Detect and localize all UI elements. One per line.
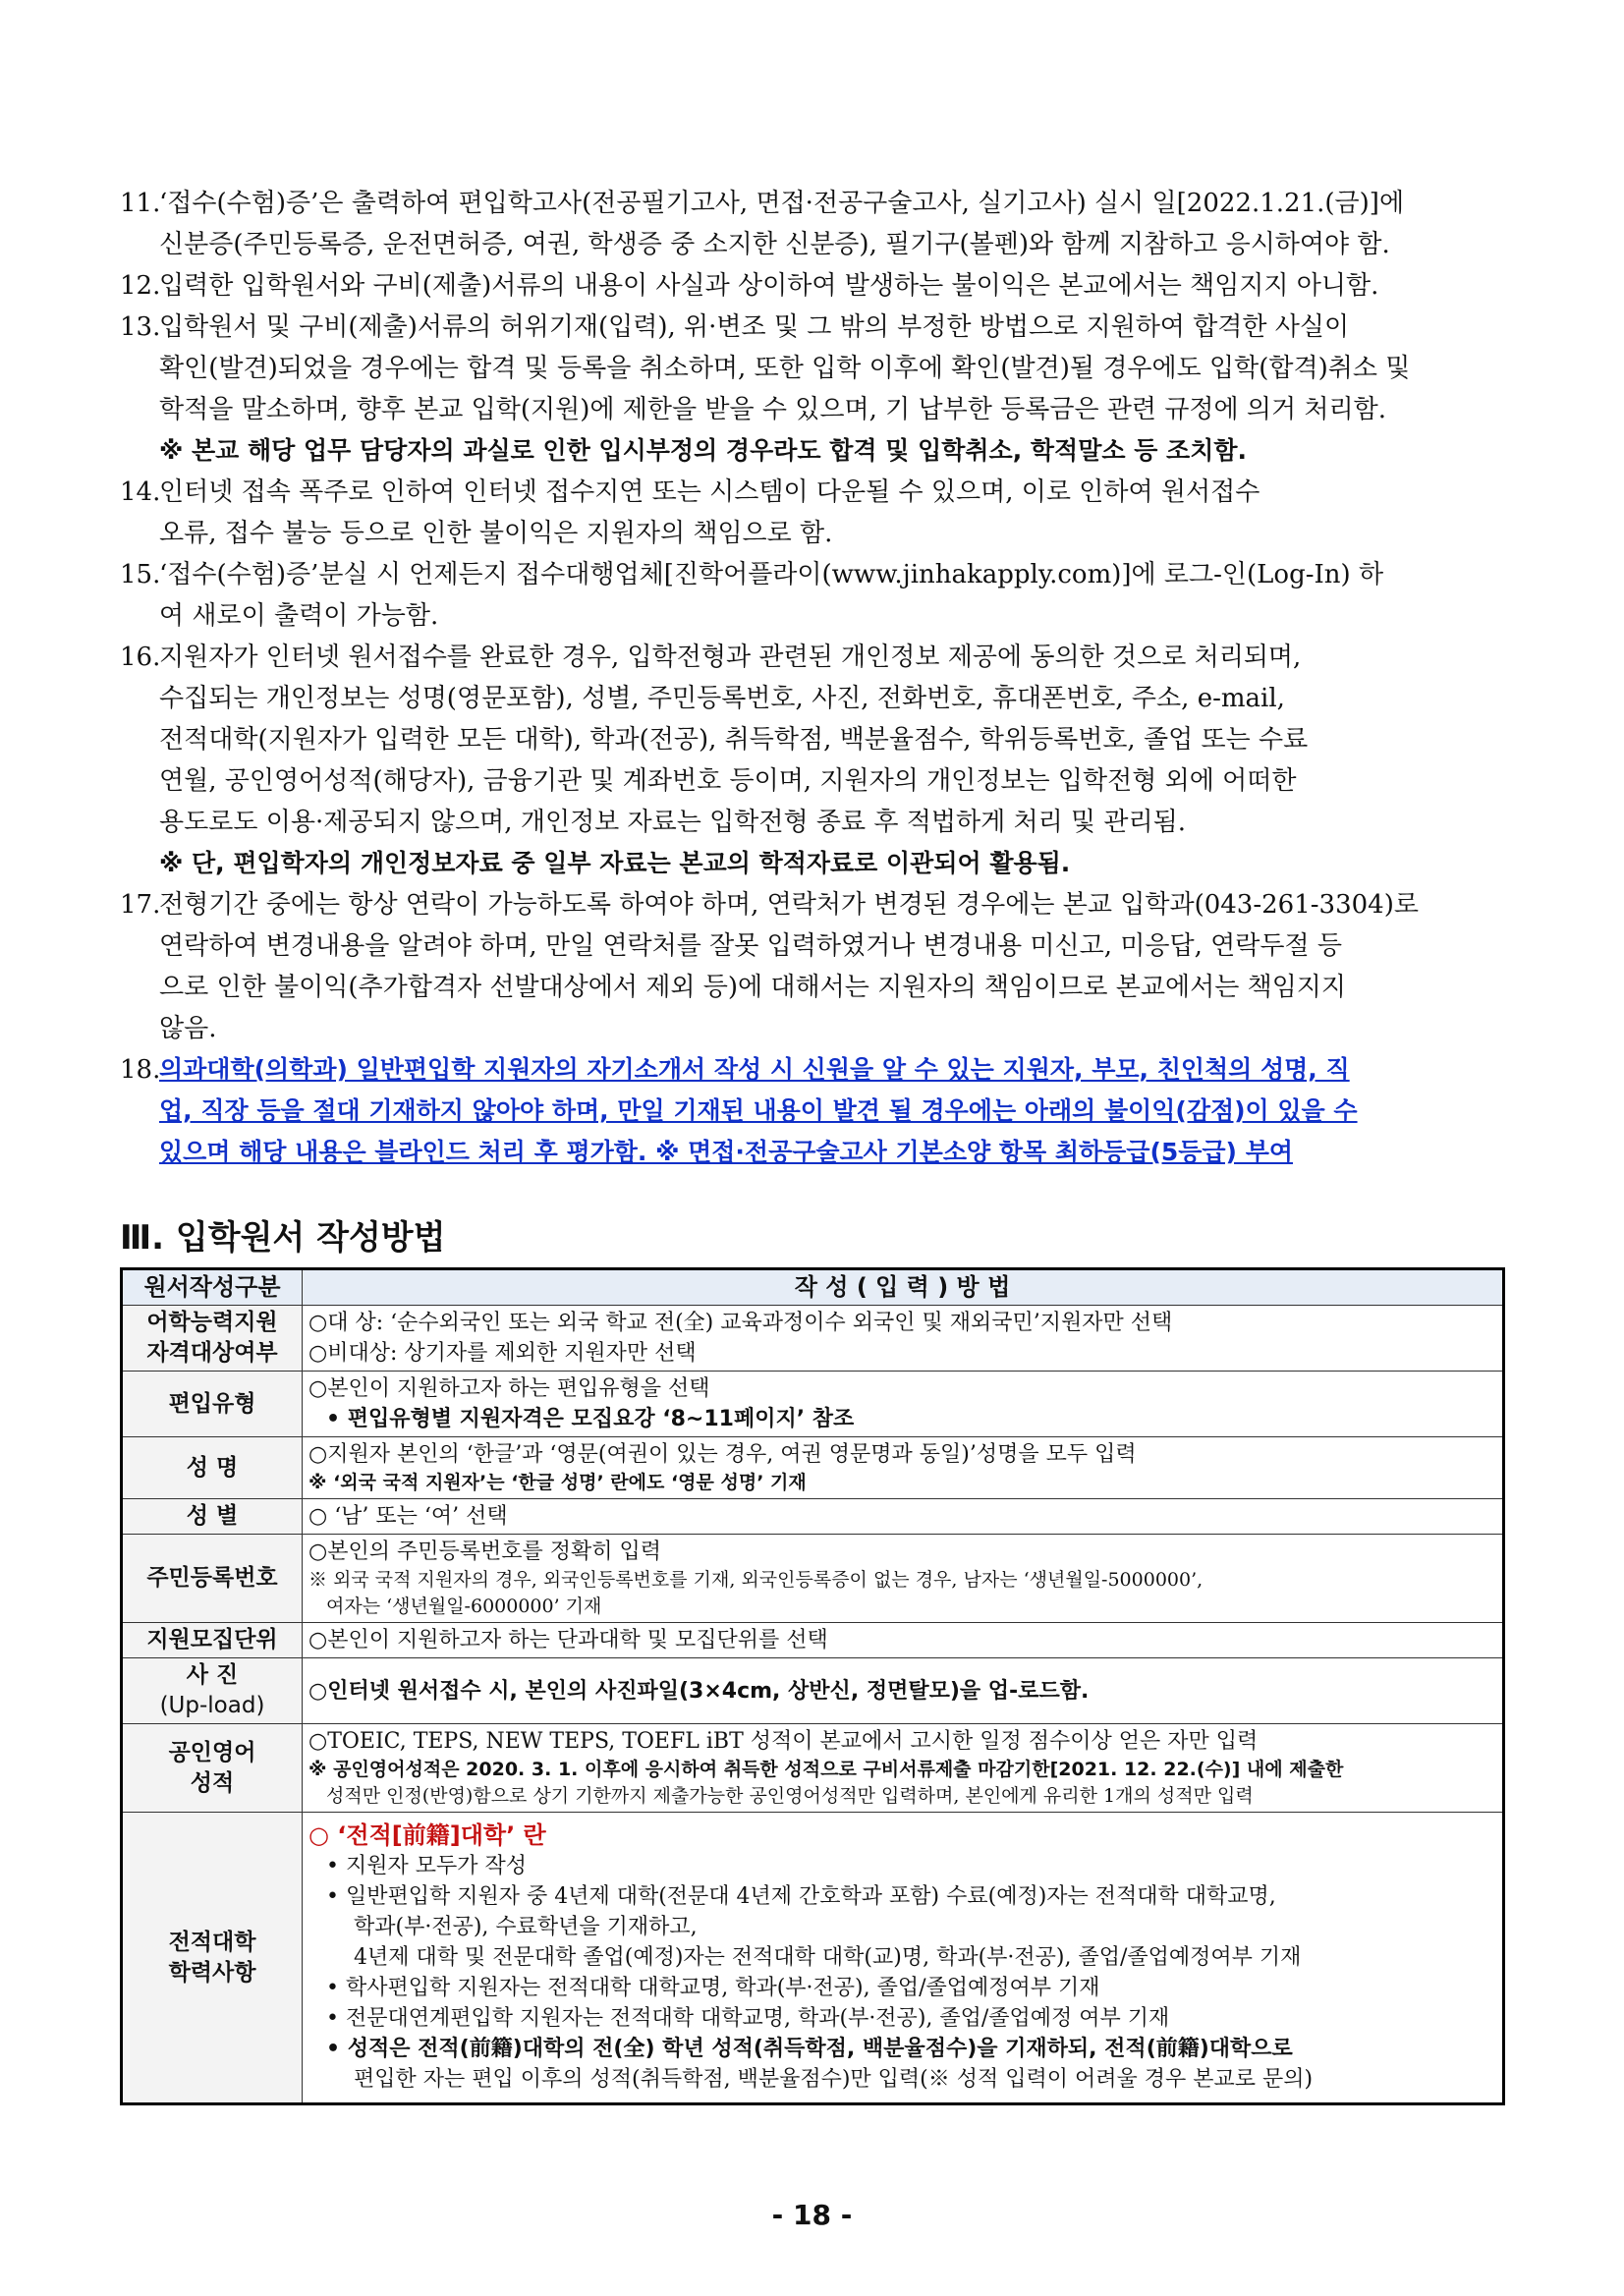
content-line: ○본인이 지원하고자 하는 단과대학 및 모집단위를 선택 <box>308 1628 828 1652</box>
row-content <box>303 1623 1504 1658</box>
row-label-line: 어학능력지원 <box>146 1310 278 1335</box>
row-label-line: (Up-load) <box>159 1693 265 1718</box>
note-line: 입학원서 및 구비(제출)서류의 허위기재(입력), 위·변조 및 그 밖의 부정한 방법으로 지원하여 합격한 사실이 <box>159 312 1350 342</box>
note-item <box>120 307 1515 472</box>
note-number: 15. <box>120 560 161 589</box>
note-line: 연월, 공인영어성적(해당자), 금융기관 및 계좌번호 등이며, 지원자의 개인정보는 입학전형 외에 어떠한 <box>159 766 1297 796</box>
content-line: • 전문대연계편입학 지원자는 전적대학 대학교명, 학과(부·전공), 졸업/졸업예정 여부 기재 <box>326 2006 1170 2031</box>
table-row <box>122 1813 1504 2104</box>
content-line: • 일반편입학 지원자 중 4년제 대학(전문대 4년제 간호학과 포함) 수료(예정)자는 전적대학 대학교명, <box>326 1884 1276 1909</box>
table-row <box>122 1437 1504 1499</box>
note-line: 용도로도 이용·제공되지 않으며, 개인정보 자료는 입학전형 종료 후 적법하게 처리 및 관리됨. <box>159 808 1186 837</box>
row-content <box>303 1372 1504 1437</box>
table-row <box>122 1306 1504 1372</box>
note-remark: ※ 본교 해당 업무 담당자의 과실로 인한 입시부정의 경우라도 합격 및 입학취소, 학적말소 등 조치함. <box>159 436 1248 465</box>
note-line: 업, 직장 등을 절대 기재하지 않아야 하며, 만일 기재된 내용이 발견 될 경우에는 아래의 불이익(감점)이 있을 수 <box>159 1096 1358 1125</box>
content-line: 여자는 ‘생년월일-6000000’ 기재 <box>326 1596 602 1617</box>
note-line: 오류, 접수 불능 등으로 인한 불이익은 지원자의 책임으로 함. <box>159 519 833 548</box>
row-content <box>303 1306 1504 1372</box>
content-line: ○대 상: ‘순수외국인 또는 외국 학교 전(全) 교육과정이수 외국인 및 재외국민’지원자만 선택 <box>308 1311 1173 1335</box>
note-body <box>159 637 1515 884</box>
content-line: ※ 외국 국적 지원자의 경우, 외국인등록번호를 기재, 외국인등록증이 없는 경우, 남자는 ‘생년월일-5000000’, <box>308 1569 1204 1591</box>
notes-list <box>120 183 1515 1173</box>
content-line: ○ ‘남’ 또는 ‘여’ 선택 <box>308 1504 508 1529</box>
note-body <box>159 183 1515 265</box>
row-content <box>303 1437 1504 1499</box>
row-content <box>303 1535 1504 1623</box>
note-number: 12. <box>120 271 161 301</box>
note-line: 여 새로이 출력이 가능함. <box>159 601 439 631</box>
note-item <box>120 265 1515 307</box>
content-line: • 편입유형별 지원자격은 모집요강 ‘8~11페이지’ 참조 <box>326 1407 855 1431</box>
note-body <box>159 265 1515 307</box>
row-label: 성 별 <box>122 1499 303 1535</box>
table-row <box>122 1372 1504 1437</box>
note-line: 입력한 입학원서와 구비(제출)서류의 내용이 사실과 상이하여 발생하는 불이익은 본교에서는 책임지지 아니함. <box>159 271 1379 301</box>
note-line: 않음. <box>159 1014 217 1043</box>
table-row <box>122 1499 1504 1535</box>
note-item <box>120 183 1515 265</box>
note-line: ‘접수(수험)증’은 출력하여 편입학고사(전공필기고사, 면접·전공구술고사, 실기고사) 실시 일[2022.1.21.(금)]에 <box>159 189 1405 218</box>
page-number: - 18 - <box>771 2199 853 2231</box>
row-label: 편입유형 <box>122 1372 303 1437</box>
header-category: 원서작성구분 <box>122 1269 303 1306</box>
note-line: 으로 인한 불이익(추가합격자 선발대상에서 제외 등)에 대해서는 지원자의 책임이므로 본교에서는 책임지지 <box>159 973 1347 1002</box>
content-line: 4년제 대학 및 전문대학 졸업(예정)자는 전적대학 대학(교)명, 학과(부·전공), 졸업/졸업예정여부 기재 <box>354 1945 1302 1970</box>
row-label <box>122 1658 303 1724</box>
note-line: ‘접수(수험)증’분실 시 언제든지 접수대행업체[진학어플라이(www.jinhakapply.com)]에 로그-인(Log-In) 하 <box>159 560 1384 589</box>
row-label <box>122 1724 303 1813</box>
row-label: 성 명 <box>122 1437 303 1499</box>
note-line: 지원자가 인터넷 원서접수를 완료한 경우, 입학전형과 관련된 개인정보 제공에 동의한 것으로 처리되며, <box>159 643 1302 672</box>
table-row <box>122 1658 1504 1724</box>
content-line: ○지원자 본인의 ‘한글’과 ‘영문(여권이 있는 경우, 여권 영문명과 동일)’성명을 모두 입력 <box>308 1442 1137 1467</box>
content-line: ※ ‘외국 국적 지원자’는 ‘한글 성명’ 란에도 ‘영문 성명’ 기재 <box>308 1472 807 1493</box>
row-label <box>122 1813 303 2104</box>
note-item <box>120 637 1515 884</box>
row-label: 지원모집단위 <box>122 1623 303 1658</box>
note-body <box>159 472 1515 554</box>
note-number: 18. <box>120 1055 161 1085</box>
table-header-row <box>122 1269 1504 1306</box>
note-line: 전형기간 중에는 항상 연락이 가능하도록 하여야 하며, 연락처가 변경된 경우에는 본교 입학과(043-261-3304)로 <box>159 890 1419 920</box>
note-line: 신분증(주민등록증, 운전면허증, 여권, 학생증 중 소지한 신분증), 필기구(볼펜)와 함께 지참하고 응시하여야 함. <box>159 230 1390 259</box>
table-row <box>122 1535 1504 1623</box>
row-label-line: 자격대상여부 <box>146 1340 278 1366</box>
note-line: 확인(발견)되었을 경우에는 합격 및 등록을 취소하며, 또한 입학 이후에 확인(발견)될 경우에도 입학(합격)취소 및 <box>159 354 1411 383</box>
row-label-line: 전적대학 <box>168 1929 256 1955</box>
content-line: ○본인이 지원하고자 하는 편입유형을 선택 <box>308 1376 710 1401</box>
row-label-line: 사 진 <box>186 1662 239 1688</box>
application-guide-table <box>120 1267 1505 2105</box>
table-row <box>122 1724 1504 1813</box>
row-label: 주민등록번호 <box>122 1535 303 1623</box>
row-label <box>122 1306 303 1372</box>
note-number: 13. <box>120 312 161 342</box>
content-line: ※ 공인영어성적은 2020. 3. 1. 이후에 응시하여 취득한 성적으로 구비서류제출 마감기한[2021. 12. 22.(수)] 내에 제출한 <box>308 1759 1344 1780</box>
note-item <box>120 554 1515 637</box>
content-line: • 학사편입학 지원자는 전적대학 대학교명, 학과(부·전공), 졸업/졸업예정여부 기재 <box>326 1976 1100 2000</box>
content-line: • 성적은 전적(前籍)대학의 전(全) 학년 성적(취득학점, 백분율점수)을 기재하되, 전적(前籍)대학으로 <box>326 2037 1293 2061</box>
content-title: ○ ‘전적[前籍]대학’ 란 <box>308 1821 546 1849</box>
note-line: 인터넷 접속 폭주로 인하여 인터넷 접수지연 또는 시스템이 다운될 수 있으며, 이로 인하여 원서접수 <box>159 477 1260 507</box>
section-title: Ⅲ. 입학원서 작성방법 <box>120 1218 446 1258</box>
note-number: 17. <box>120 890 161 920</box>
note-body <box>159 554 1515 637</box>
note-line: 의과대학(의학과) 일반편입학 지원자의 자기소개서 작성 시 신원을 알 수 있는 지원자, 부모, 친인척의 성명, 직 <box>159 1055 1350 1084</box>
row-content <box>303 1658 1504 1724</box>
note-item <box>120 884 1515 1049</box>
content-line: 학과(부·전공), 수료학년을 기재하고, <box>354 1915 698 1939</box>
note-line: 연락하여 변경내용을 알려야 하며, 만일 연락처를 잘못 입력하였거나 변경내용 미신고, 미응답, 연락두절 등 <box>159 931 1342 961</box>
content-line: ○인터넷 원서접수 시, 본인의 사진파일(3×4cm, 상반신, 정면탈모)을 업-로드함. <box>308 1678 1090 1704</box>
table-row <box>122 1623 1504 1658</box>
note-item <box>120 1049 1515 1173</box>
note-line: 학적을 말소하며, 향후 본교 입학(지원)에 제한을 받을 수 있으며, 기 납부한 등록금은 관련 규정에 의거 처리함. <box>159 395 1387 424</box>
note-body <box>159 884 1515 1049</box>
header-method: 작 성 ( 입 력 ) 방 법 <box>303 1269 1504 1306</box>
note-number: 11. <box>120 189 161 218</box>
note-number: 14. <box>120 477 161 507</box>
content-line: ○본인의 주민등록번호를 정확히 입력 <box>308 1540 661 1564</box>
note-body <box>159 307 1515 472</box>
note-body <box>159 1049 1515 1173</box>
note-number: 16. <box>120 643 161 672</box>
note-line: 있으며 해당 내용은 블라인드 처리 후 평가함. ※ 면접·전공구술고사 기본소양 항목 최하등급(5등급) 부여 <box>159 1138 1293 1166</box>
note-line: 전적대학(지원자가 입력한 모든 대학), 학과(전공), 취득학점, 백분율점수, 학위등록번호, 졸업 또는 수료 <box>159 725 1309 755</box>
row-content <box>303 1724 1504 1813</box>
content-line: • 지원자 모두가 작성 <box>326 1854 527 1878</box>
row-label-line: 성적 <box>190 1769 235 1796</box>
row-label-line: 공인영어 <box>168 1739 256 1765</box>
content-line: 성적만 인정(반영)함으로 상기 기한까지 제출가능한 공인영어성적만 입력하며, 본인에게 유리한 1개의 성적만 입력 <box>326 1785 1254 1807</box>
row-label-line: 학력사항 <box>168 1959 256 1986</box>
content-line: ○비대상: 상기자를 제외한 지원자만 선택 <box>308 1341 697 1366</box>
content-line: ○TOEIC, TEPS, NEW TEPS, TOEFL iBT 성적이 본교에서 고시한 일정 점수이상 얻은 자만 입력 <box>308 1729 1259 1754</box>
note-line: 수집되는 개인정보는 성명(영문포함), 성별, 주민등록번호, 사진, 전화번호, 휴대폰번호, 주소, e-mail, <box>159 684 1285 713</box>
note-remark: ※ 단, 편입학자의 개인정보자료 중 일부 자료는 본교의 학적자료로 이관되어 활용됨. <box>159 849 1071 877</box>
note-item <box>120 472 1515 554</box>
row-content <box>303 1499 1504 1535</box>
content-line: 편입한 자는 편입 이후의 성적(취득학점, 백분율점수)만 입력(※ 성적 입력이 어려울 경우 본교로 문의) <box>354 2067 1314 2092</box>
row-content <box>303 1813 1504 2104</box>
